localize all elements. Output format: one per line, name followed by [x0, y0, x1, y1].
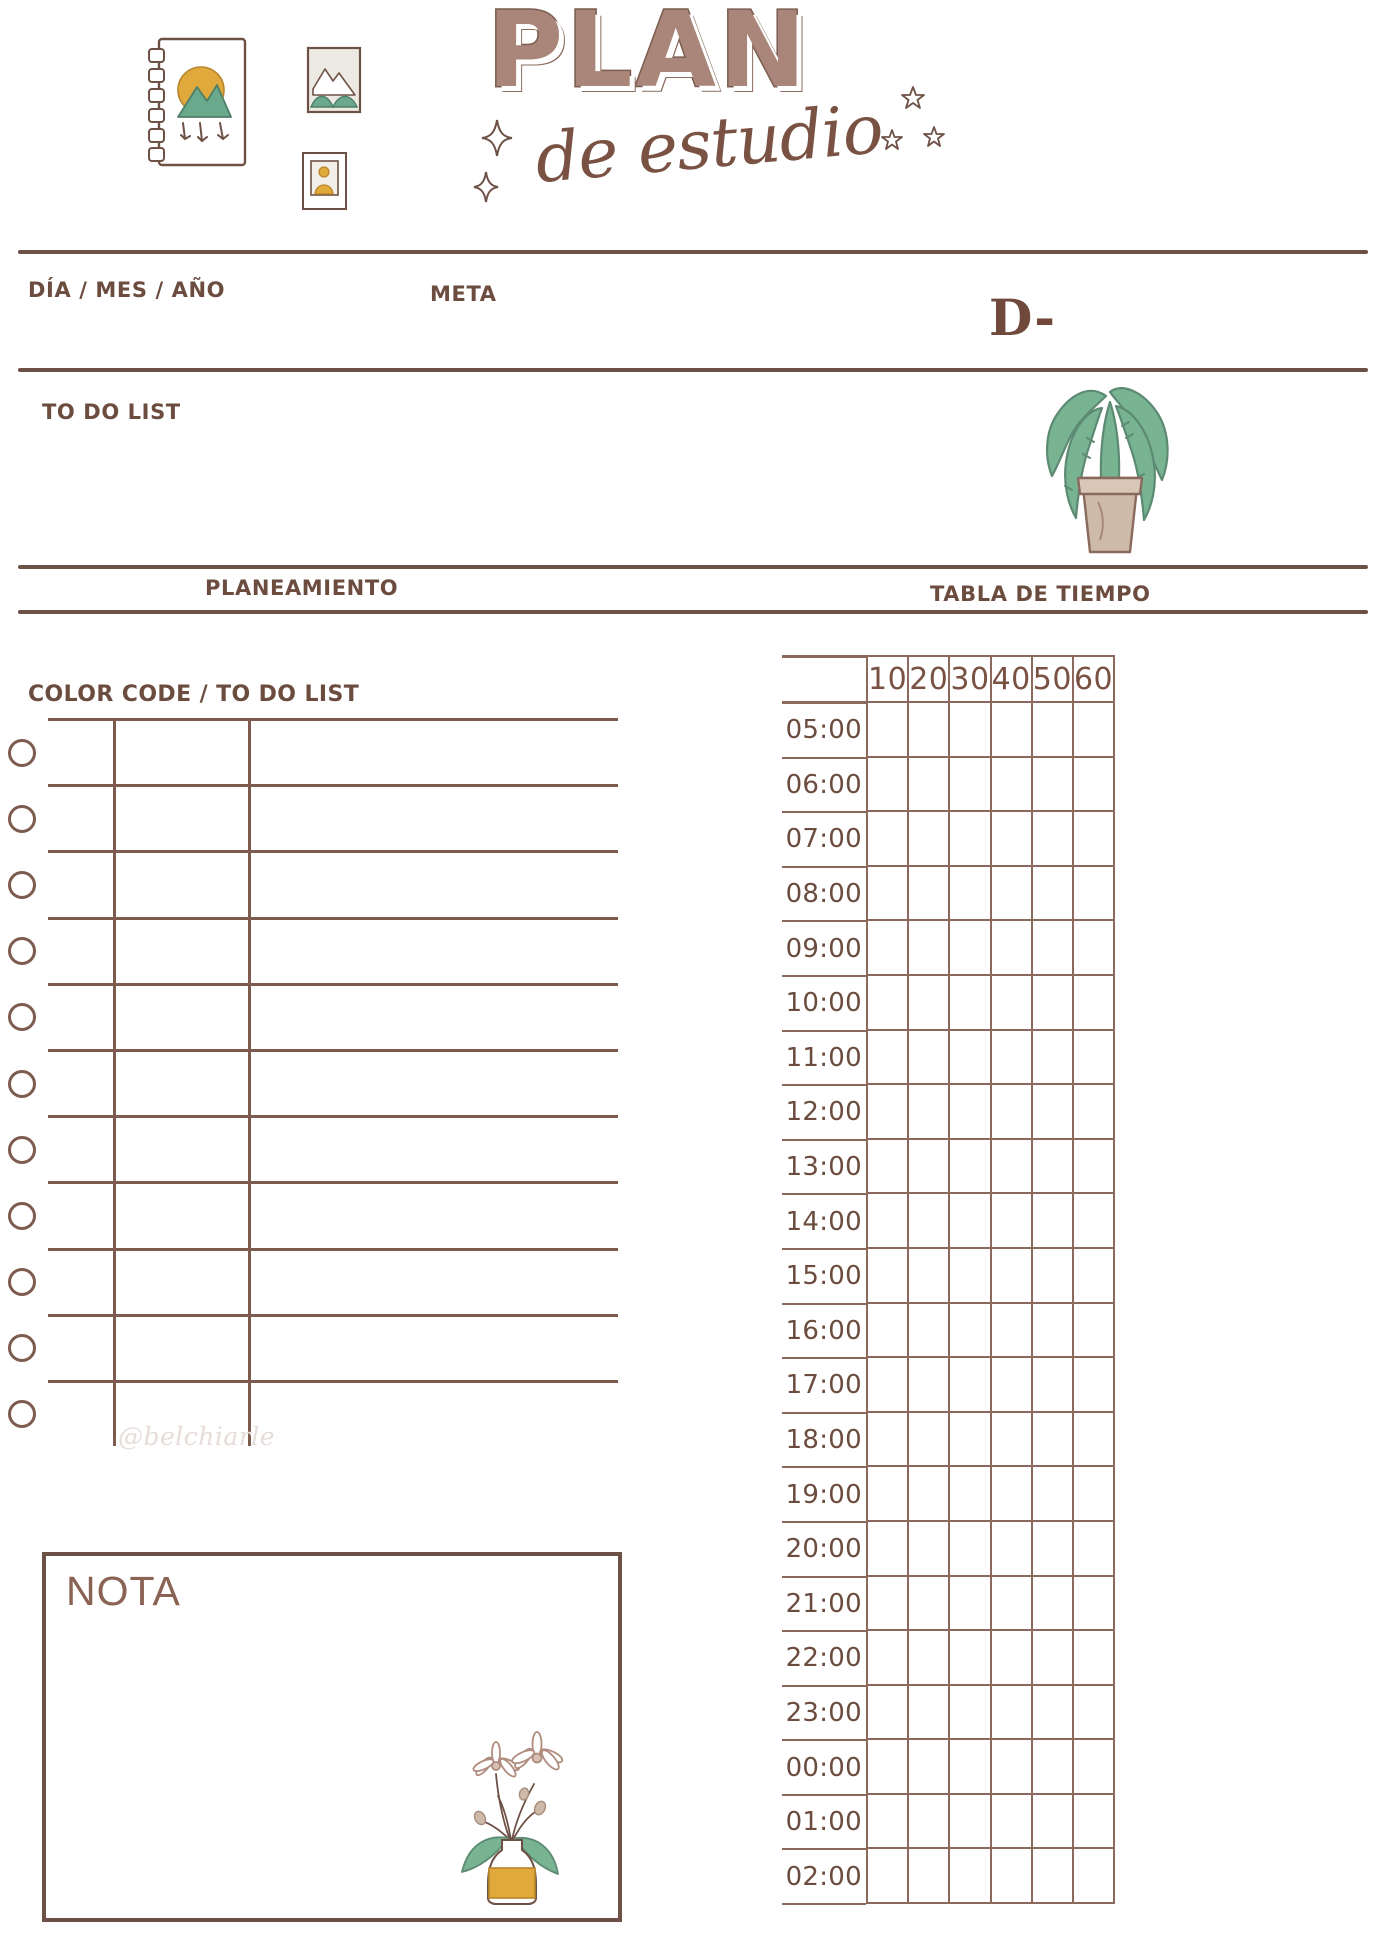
page-header [0, 0, 1386, 248]
time-table-cell[interactable] [1073, 702, 1114, 757]
goal-field-label: META [430, 282, 497, 306]
checkbox-circle-icon[interactable] [8, 805, 36, 833]
checkbox-circle-icon[interactable] [8, 1268, 36, 1296]
time-table-cell[interactable] [1073, 1139, 1114, 1194]
checkbox-circle-icon[interactable] [8, 1003, 36, 1031]
time-table-cell[interactable] [1073, 1848, 1114, 1903]
time-table-cell[interactable] [908, 1084, 949, 1139]
time-table-cell[interactable] [1073, 1576, 1114, 1631]
time-table-row [866, 1357, 1114, 1412]
time-table-row [866, 1084, 1114, 1139]
time-table-hour-label: 11:00 [782, 1032, 866, 1087]
time-table-hour-labels [782, 704, 866, 1905]
time-table-cell[interactable] [949, 1576, 990, 1631]
time-table-row [866, 1848, 1114, 1903]
todo-list-section-label: TO DO LIST [42, 400, 181, 424]
time-table-cell[interactable] [908, 1303, 949, 1358]
time-table-cell[interactable] [1073, 1248, 1114, 1303]
time-table-header-row [866, 656, 1114, 702]
color-code-row[interactable] [48, 1314, 618, 1380]
time-table-minute-header: 50 [1032, 656, 1073, 702]
time-table-row [866, 811, 1114, 866]
time-table-minute-header: 30 [949, 656, 990, 702]
notebook-sunset-doodle-icon [145, 35, 250, 175]
time-table-cell[interactable] [1032, 1794, 1073, 1849]
time-table-hour-label: 15:00 [782, 1250, 866, 1305]
divider-rule-2 [18, 368, 1368, 372]
time-table-cell[interactable] [867, 1303, 908, 1358]
time-table-row [866, 1521, 1114, 1576]
time-table-row [866, 1303, 1114, 1358]
time-table-cell[interactable] [1032, 1630, 1073, 1685]
time-table-cell[interactable] [908, 920, 949, 975]
time-table-cell[interactable] [1032, 1248, 1073, 1303]
time-table-cell[interactable] [991, 1084, 1032, 1139]
time-table-cell[interactable] [949, 1794, 990, 1849]
time-table-cell[interactable] [949, 920, 990, 975]
time-table-cell[interactable] [1073, 1303, 1114, 1358]
time-table-cell[interactable] [1073, 1030, 1114, 1085]
time-table-row [866, 1248, 1114, 1303]
time-table-cell[interactable] [949, 757, 990, 812]
checkbox-circle-icon[interactable] [8, 1400, 36, 1428]
time-table-cell[interactable] [867, 1248, 908, 1303]
time-table-cell[interactable] [908, 1193, 949, 1248]
time-table-row [866, 1466, 1114, 1521]
time-table-cell[interactable] [867, 1794, 908, 1849]
time-table-cell[interactable] [867, 1466, 908, 1521]
color-code-row[interactable] [48, 917, 618, 983]
time-table-cell[interactable] [991, 811, 1032, 866]
time-table-cell[interactable] [908, 1466, 949, 1521]
portrait-photo-doodle-icon [300, 150, 350, 217]
time-table-cell[interactable] [908, 1794, 949, 1849]
time-table-cell[interactable] [1073, 1685, 1114, 1740]
time-table-cell[interactable] [949, 1466, 990, 1521]
time-table-cell[interactable] [867, 866, 908, 921]
time-table-hour-label: 08:00 [782, 868, 866, 923]
time-table-cell[interactable] [1032, 1030, 1073, 1085]
time-table-cell[interactable] [1032, 1848, 1073, 1903]
time-table-cell[interactable] [1032, 757, 1073, 812]
time-table-cell[interactable] [1073, 1794, 1114, 1849]
time-table-cell[interactable] [908, 1576, 949, 1631]
time-table-cell[interactable] [1032, 1521, 1073, 1576]
time-table-cell[interactable] [867, 1739, 908, 1794]
color-code-row[interactable] [48, 1115, 618, 1181]
time-table-hour-label: 02:00 [782, 1850, 866, 1905]
time-table-minute-header: 40 [991, 656, 1032, 702]
time-table-cell[interactable] [867, 1193, 908, 1248]
time-table-minute-header: 10 [867, 656, 908, 702]
checkbox-circle-icon[interactable] [8, 1136, 36, 1164]
flower-bottle-vase-icon [440, 1722, 590, 1912]
time-table-cell[interactable] [867, 811, 908, 866]
sparkle-small-icon [472, 170, 500, 209]
color-code-row[interactable] [48, 983, 618, 1049]
color-code-row[interactable] [48, 1049, 618, 1115]
time-table-row [866, 1030, 1114, 1085]
time-table-cell[interactable] [867, 975, 908, 1030]
time-table-cell[interactable] [949, 1303, 990, 1358]
time-table-row [866, 1193, 1114, 1248]
time-table-cell[interactable] [1073, 1739, 1114, 1794]
time-table-row [866, 1685, 1114, 1740]
time-table-cell[interactable] [908, 866, 949, 921]
time-table-row [866, 920, 1114, 975]
time-table-row [866, 1794, 1114, 1849]
time-table-minute-header: 20 [908, 656, 949, 702]
time-table-top-rule [782, 655, 866, 658]
time-table-cell[interactable] [867, 1357, 908, 1412]
time-table-cell[interactable] [949, 1412, 990, 1467]
time-table-cell[interactable] [991, 1685, 1032, 1740]
time-table-cell[interactable] [991, 1303, 1032, 1358]
time-table-hour-label: 21:00 [782, 1578, 866, 1633]
time-table-hour-label: 13:00 [782, 1141, 866, 1196]
time-table-row [866, 1576, 1114, 1631]
time-table-hour-label: 19:00 [782, 1468, 866, 1523]
time-table-cell[interactable] [1032, 1193, 1073, 1248]
time-table-hour-label: 12:00 [782, 1086, 866, 1141]
time-table-cell[interactable] [867, 920, 908, 975]
time-table-cell[interactable] [991, 1030, 1032, 1085]
time-table-cell[interactable] [949, 1084, 990, 1139]
time-table-cell[interactable] [991, 1193, 1032, 1248]
time-table-cell[interactable] [1073, 1466, 1114, 1521]
color-code-table [48, 718, 618, 1446]
time-table-cell[interactable] [908, 1357, 949, 1412]
time-table-cell[interactable] [1032, 1685, 1073, 1740]
checkbox-circle-icon[interactable] [8, 1202, 36, 1230]
time-table-cell[interactable] [1073, 920, 1114, 975]
time-table-row [866, 1139, 1114, 1194]
time-table-cell[interactable] [908, 1685, 949, 1740]
time-table-cell[interactable] [1032, 811, 1073, 866]
time-table-cell[interactable] [949, 975, 990, 1030]
time-table-cell[interactable] [1073, 1630, 1114, 1685]
time-table-cell[interactable] [991, 1357, 1032, 1412]
time-table-cell[interactable] [1032, 920, 1073, 975]
time-table-cell[interactable] [1032, 1576, 1073, 1631]
time-table-cell[interactable] [991, 1739, 1032, 1794]
time-table-cell[interactable] [949, 1139, 990, 1194]
star-3-icon [922, 125, 946, 154]
color-code-column-divider-2 [248, 718, 251, 1446]
time-table-row [866, 757, 1114, 812]
time-table-cell[interactable] [1032, 1412, 1073, 1467]
watermark: @belchiarle [118, 1422, 276, 1451]
time-table-cell[interactable] [991, 757, 1032, 812]
time-table-cell[interactable] [867, 1848, 908, 1903]
color-code-column-divider-1 [113, 718, 116, 1446]
checkbox-circle-icon[interactable] [8, 871, 36, 899]
time-table-cell[interactable] [908, 1848, 949, 1903]
time-table-cell[interactable] [1073, 1193, 1114, 1248]
time-table-cell[interactable] [867, 1084, 908, 1139]
time-table-cell[interactable] [908, 1521, 949, 1576]
time-table-cell[interactable] [991, 1848, 1032, 1903]
time-table-cell[interactable] [949, 702, 990, 757]
time-table-cell[interactable] [908, 702, 949, 757]
star-1-icon [900, 85, 926, 116]
time-table-cell[interactable] [991, 1794, 1032, 1849]
time-table-hour-label: 10:00 [782, 977, 866, 1032]
planning-section-label: PLANEAMIENTO [205, 576, 399, 600]
time-table-row [866, 1739, 1114, 1794]
time-table-hour-label: 20:00 [782, 1523, 866, 1578]
time-table-section-label: TABLA DE TIEMPO [930, 582, 1151, 606]
time-table-row [866, 1412, 1114, 1467]
time-table-cell[interactable] [908, 1412, 949, 1467]
time-table-cell[interactable] [908, 1030, 949, 1085]
time-table-hour-label: 05:00 [782, 704, 866, 759]
date-field-label: DÍA / MES / AÑO [28, 278, 226, 302]
time-table-cell[interactable] [908, 757, 949, 812]
time-table-cell[interactable] [949, 1739, 990, 1794]
time-table-cell[interactable] [908, 1248, 949, 1303]
time-table-minute-header: 60 [1073, 656, 1114, 702]
color-code-section-label: COLOR CODE / TO DO LIST [28, 682, 360, 707]
dday-countdown[interactable]: D- [988, 288, 1056, 347]
time-table-cell[interactable] [867, 1521, 908, 1576]
time-table-cell[interactable] [1032, 702, 1073, 757]
time-table-cell[interactable] [1073, 757, 1114, 812]
time-table-cell[interactable] [908, 811, 949, 866]
time-table-cell[interactable] [991, 866, 1032, 921]
time-table-hour-label: 00:00 [782, 1741, 866, 1796]
nota-box[interactable] [42, 1552, 622, 1922]
time-table-hour-label: 09:00 [782, 922, 866, 977]
time-table-hour-label: 07:00 [782, 813, 866, 868]
sparkle-large-icon [480, 118, 514, 163]
color-code-row[interactable] [48, 1248, 618, 1314]
checkbox-circle-icon[interactable] [8, 937, 36, 965]
time-table-cell[interactable] [991, 1521, 1032, 1576]
time-table-cell[interactable] [949, 1248, 990, 1303]
time-table-cell[interactable] [1073, 1084, 1114, 1139]
time-table-cell[interactable] [908, 1139, 949, 1194]
time-table-cell[interactable] [867, 1030, 908, 1085]
time-table-cell[interactable] [1032, 1739, 1073, 1794]
checkbox-circle-icon[interactable] [8, 739, 36, 767]
time-table-row [866, 702, 1114, 757]
time-table-cell[interactable] [1073, 1412, 1114, 1467]
time-table-hour-label: 22:00 [782, 1632, 866, 1687]
time-table-cell[interactable] [1073, 1357, 1114, 1412]
checkbox-circle-icon[interactable] [8, 1334, 36, 1362]
page-title: PLAN [487, 0, 810, 111]
time-table-cell[interactable] [949, 866, 990, 921]
landscape-photo-doodle-icon [305, 45, 363, 122]
time-table-cell[interactable] [1032, 1466, 1073, 1521]
time-table-hour-label: 23:00 [782, 1687, 866, 1742]
time-table-cell[interactable] [867, 1630, 908, 1685]
time-table-cell[interactable] [949, 1193, 990, 1248]
color-code-row[interactable] [48, 718, 618, 784]
time-table-hour-label: 06:00 [782, 759, 866, 814]
time-table-grid [866, 655, 1115, 1904]
potted-aloe-plant-icon [1010, 382, 1210, 572]
time-table-row [866, 1630, 1114, 1685]
time-table-cell[interactable] [1032, 866, 1073, 921]
time-table-cell[interactable] [1073, 1521, 1114, 1576]
color-code-row[interactable] [48, 850, 618, 916]
color-code-row[interactable] [48, 1181, 618, 1247]
time-table-hour-label: 01:00 [782, 1796, 866, 1851]
time-table-cell[interactable] [1032, 1084, 1073, 1139]
time-table-cell[interactable] [991, 920, 1032, 975]
time-table-cell[interactable] [949, 811, 990, 866]
checkbox-circle-icon[interactable] [8, 1070, 36, 1098]
time-table-cell[interactable] [908, 975, 949, 1030]
time-table-cell[interactable] [991, 1466, 1032, 1521]
time-table-cell[interactable] [949, 1630, 990, 1685]
time-table-hour-label: 18:00 [782, 1414, 866, 1469]
time-table-cell[interactable] [867, 702, 908, 757]
time-table-cell[interactable] [867, 757, 908, 812]
time-table-cell[interactable] [949, 1521, 990, 1576]
time-table-cell[interactable] [949, 1685, 990, 1740]
time-table-cell[interactable] [867, 1412, 908, 1467]
time-table-cell[interactable] [1032, 1139, 1073, 1194]
time-table-cell[interactable] [991, 1412, 1032, 1467]
color-code-row[interactable] [48, 784, 618, 850]
time-table-cell[interactable] [867, 1576, 908, 1631]
time-table-cell[interactable] [1073, 866, 1114, 921]
time-table-cell[interactable] [1032, 975, 1073, 1030]
time-table-cell[interactable] [949, 1030, 990, 1085]
time-table-cell[interactable] [949, 1357, 990, 1412]
star-2-icon [880, 128, 904, 157]
time-table-cell[interactable] [1032, 1303, 1073, 1358]
time-table-cell[interactable] [991, 1630, 1032, 1685]
time-table-cell[interactable] [1073, 975, 1114, 1030]
time-table-cell[interactable] [991, 702, 1032, 757]
time-table-row [866, 975, 1114, 1030]
time-table-cell[interactable] [1073, 811, 1114, 866]
time-table-hour-label: 14:00 [782, 1195, 866, 1250]
time-table-cell[interactable] [991, 1248, 1032, 1303]
time-table-cell[interactable] [991, 1139, 1032, 1194]
time-table-row [866, 866, 1114, 921]
divider-rule-1 [18, 250, 1368, 254]
page-subtitle: de estudio [532, 89, 886, 200]
time-table-cell[interactable] [991, 975, 1032, 1030]
time-table-cell[interactable] [867, 1139, 908, 1194]
time-table-cell[interactable] [1032, 1357, 1073, 1412]
time-table-cell[interactable] [991, 1576, 1032, 1631]
time-table-cell[interactable] [908, 1630, 949, 1685]
time-table-cell[interactable] [949, 1848, 990, 1903]
time-table-hour-label: 16:00 [782, 1305, 866, 1360]
time-table-cell[interactable] [867, 1685, 908, 1740]
time-table-hour-label: 17:00 [782, 1359, 866, 1414]
nota-label: NOTA [66, 1568, 181, 1614]
time-table-cell[interactable] [908, 1739, 949, 1794]
divider-rule-4 [18, 610, 1368, 614]
